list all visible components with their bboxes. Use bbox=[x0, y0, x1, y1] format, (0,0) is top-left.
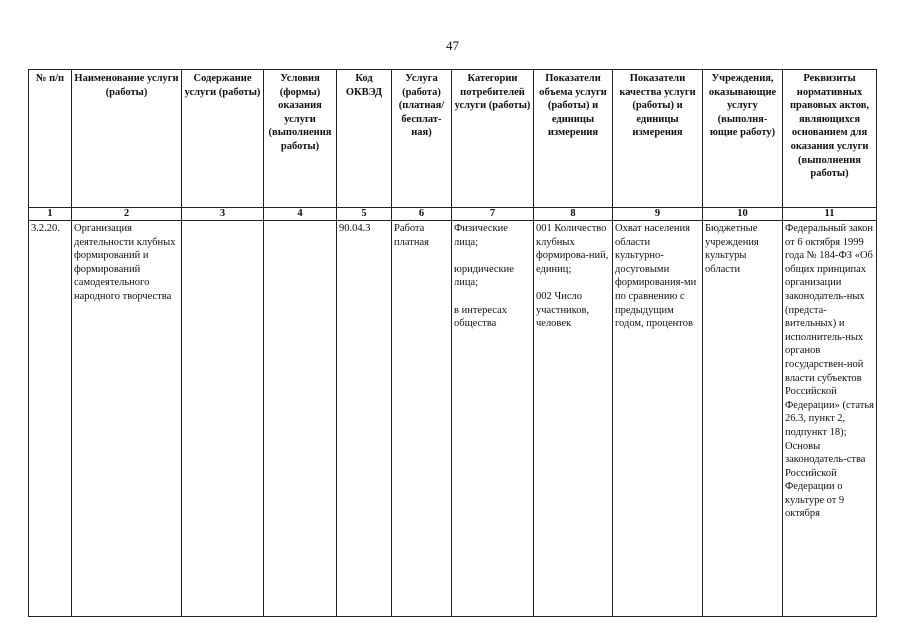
header-row bbox=[29, 70, 877, 208]
header-num: № п/п bbox=[29, 70, 72, 208]
cell-paid: Работа платная bbox=[392, 221, 452, 617]
cell-quality: Охват населения области культурно-досуговыми формирования-ми по сравнению с предыдущим годом, процентов bbox=[613, 221, 703, 617]
header-paid: Услуга (работа) (платная/ бесплат-ная) bbox=[392, 70, 452, 208]
header-name: Наименование услуги (работы) bbox=[72, 70, 182, 208]
column-number-row bbox=[29, 208, 877, 221]
header-content: Содержание услуги (работы) bbox=[182, 70, 264, 208]
header-quality: Показатели качества услуги (работы) и единицы измерения bbox=[613, 70, 703, 208]
column-number: 2 bbox=[72, 208, 182, 221]
column-number: 11 bbox=[783, 208, 877, 221]
cell-conditions bbox=[264, 221, 337, 617]
header-legal: Реквизиты нормативных правовых актов, являющихся основанием для оказания услуги (выполнения работы) bbox=[783, 70, 877, 208]
cell-institutions: Бюджетные учреждения культуры области bbox=[703, 221, 783, 617]
column-number: 3 bbox=[182, 208, 264, 221]
cell-name: Организация деятельности клубных формирований и формирований самодеятельного народного творчества bbox=[72, 221, 182, 617]
column-number: 5 bbox=[337, 208, 392, 221]
cell-okved: 90.04.3 bbox=[337, 221, 392, 617]
column-number: 8 bbox=[534, 208, 613, 221]
services-table bbox=[28, 69, 877, 617]
header-volume: Показатели объема услуги (работы) и единицы измерения bbox=[534, 70, 613, 208]
cell-num: 3.2.20. bbox=[29, 221, 72, 617]
column-number: 1 bbox=[29, 208, 72, 221]
page-number: 47 bbox=[446, 38, 459, 53]
column-number: 9 bbox=[613, 208, 703, 221]
cell-legal: Федеральный закон от 6 октября 1999 года № 184-ФЗ «Об общих принципах организации законодатель-ных (предста-вительных) и исполнитель-ных органов государствен-ной власти субъектов Российской Федерации» (статья 26.3, пункт 2, подпункт 18); Основы законодатель-ства Российской Федерации о культуре от 9 октября bbox=[783, 221, 877, 617]
cell-content bbox=[182, 221, 264, 617]
header-okved: Код ОКВЭД bbox=[337, 70, 392, 208]
column-number: 6 bbox=[392, 208, 452, 221]
column-number: 10 bbox=[703, 208, 783, 221]
header-conditions: Условия (формы) оказания услуги (выполнения работы) bbox=[264, 70, 337, 208]
header-institutions: Учреждения, оказывающие услугу (выполня-ющие работу) bbox=[703, 70, 783, 208]
column-number: 4 bbox=[264, 208, 337, 221]
cell-volume: 001 Количество клубных формирова-ний, единиц; 002 Число участников, человек bbox=[534, 221, 613, 617]
column-number: 7 bbox=[452, 208, 534, 221]
table-row bbox=[29, 221, 877, 617]
header-consumers: Категории потребителей услуги (работы) bbox=[452, 70, 534, 208]
cell-consumers: Физические лица; юридические лица; в интересах общества bbox=[452, 221, 534, 617]
